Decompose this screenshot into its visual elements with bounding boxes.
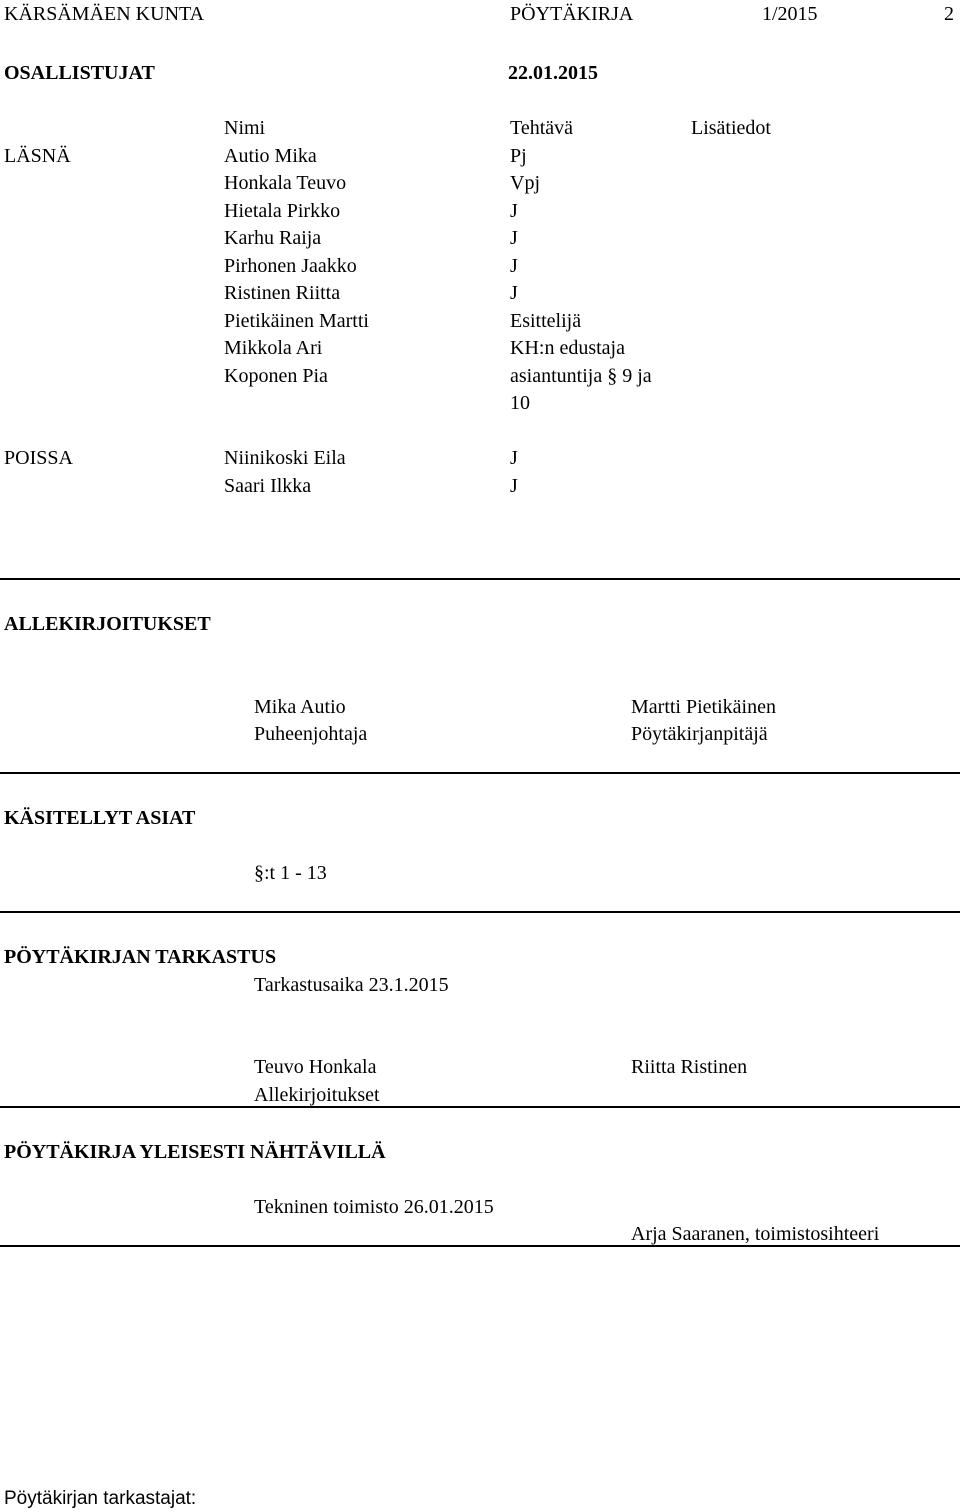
section-divider [0,1106,960,1108]
attendee-name: Honkala Teuvo [224,172,347,194]
attendee-role: Vpj [510,172,540,194]
section-divider [0,578,960,580]
absent-label: POISSA [4,447,73,469]
secretary-name: Martti Pietikäinen [631,696,776,718]
attendee-role: KH:n edustaja [510,337,625,359]
absentee-name: Saari Ilkka [224,475,312,497]
meeting-date: 22.01.2015 [508,62,598,84]
attendance-heading: OSALLISTUJAT [4,62,155,84]
attendee-name: Karhu Raija [224,227,322,249]
attendee-name: Pietikäinen Martti [224,310,369,332]
attendee-name: Ristinen Riitta [224,282,341,304]
column-header-name: Nimi [224,117,266,139]
section-divider [0,1245,960,1247]
column-header-info: Lisätiedot [691,117,771,139]
official-name: Arja Saaranen, toimistosihteeri [631,1223,880,1245]
document-type: PÖYTÄKIRJA [510,3,634,25]
attendee-role: J [510,255,518,277]
absentee-role: J [510,475,518,497]
review-heading: PÖYTÄKIRJAN TARKASTUS [4,946,277,968]
signatures-label: Allekirjoitukset [254,1084,380,1106]
absentee-role: J [510,447,518,469]
attendee-role: asiantuntija § 9 ja [510,365,652,387]
secretary-title: Pöytäkirjanpitäjä [631,723,768,745]
municipality-name: KÄRSÄMÄEN KUNTA [4,3,205,25]
public-place-date: Tekninen toimisto 26.01.2015 [254,1196,494,1218]
absentee-name: Niinikoski Eila [224,447,346,469]
signatures-heading: ALLEKIRJOITUKSET [4,613,211,635]
attendee-name: Hietala Pirkko [224,200,341,222]
section-divider [0,772,960,774]
attendee-name: Koponen Pia [224,365,328,387]
footer-label: Pöytäkirjan tarkastajat: [4,1488,197,1509]
reviewer-name: Teuvo Honkala [254,1056,377,1078]
attendee-name: Autio Mika [224,145,317,167]
column-header-role: Tehtävä [510,117,574,139]
document-number: 1/2015 [762,3,818,25]
public-heading: PÖYTÄKIRJA YLEISESTI NÄHTÄVILLÄ [4,1141,386,1163]
topics-range: §:t 1 - 13 [254,862,327,884]
attendee-name: Mikkola Ari [224,337,323,359]
attendee-role: Esittelijä [510,310,582,332]
attendee-role-continuation: 10 [510,392,530,414]
attendee-role: J [510,200,518,222]
attendee-role: J [510,282,518,304]
page-number: 2 [944,3,954,25]
attendee-role: J [510,227,518,249]
chair-title: Puheenjohtaja [254,723,368,745]
review-time: Tarkastusaika 23.1.2015 [254,974,449,996]
attendee-role: Pj [510,145,527,167]
reviewer-name: Riitta Ristinen [631,1056,748,1078]
topics-heading: KÄSITELLYT ASIAT [4,807,196,829]
chair-name: Mika Autio [254,696,346,718]
section-divider [0,911,960,913]
present-label: LÄSNÄ [4,145,71,167]
attendee-name: Pirhonen Jaakko [224,255,357,277]
